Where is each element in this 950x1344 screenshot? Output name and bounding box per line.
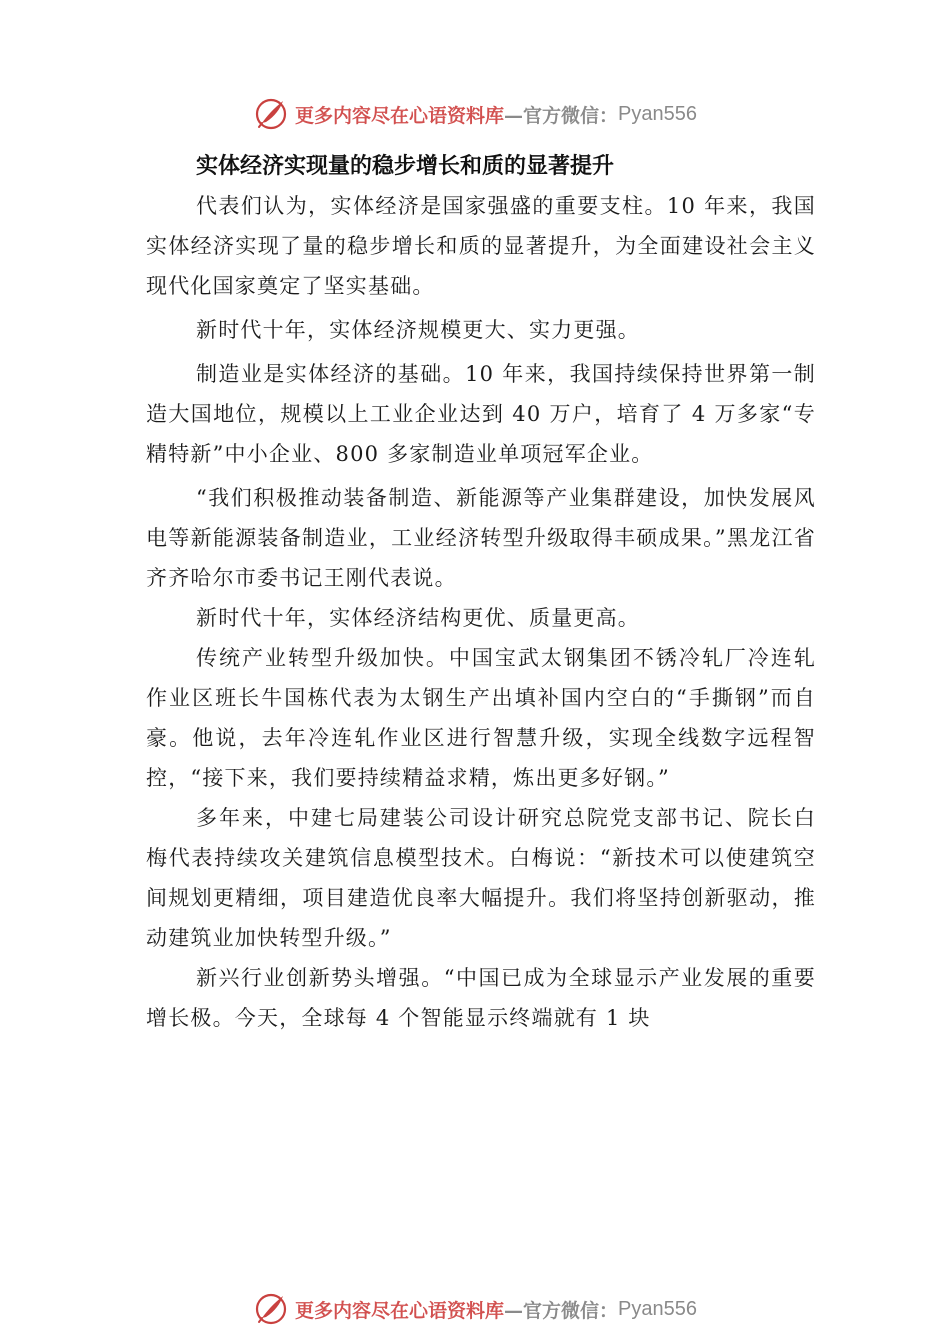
article-paragraph: 传统产业转型升级加快。中国宝武太钢集团不锈冷轧厂冷连轧作业区班长牛国栋代表为太钢生产出填补国内空白的“手撕钢”而自豪。他说，去年冷连轧作业区进行智慧升级，实现全线数字远程智控，“接下来，我们要持续精益求精，炼出更多好钢。” <box>146 646 816 790</box>
watermark-wechat-id: Pyan556 <box>618 1297 697 1320</box>
watermark-grey-text: —官方微信： <box>504 1299 619 1322</box>
article-paragraph: “我们积极推动装备制造、新能源等产业集群建设，加快发展风电等新能源装备制造业，工业经济转型升级取得丰硕成果。”黑龙江省齐齐哈尔市委书记王刚代表说。 <box>146 486 816 590</box>
watermark-red-text: 更多内容尽在心语资料库 <box>295 1299 505 1322</box>
article-paragraph: 新时代十年，实体经济结构更优、质量更高。 <box>196 606 640 630</box>
article-title: 实体经济实现量的稳步增长和质的显著提升 <box>196 154 615 179</box>
watermark-banner-top <box>0 94 950 134</box>
watermark-grey-text: —官方微信： <box>504 104 619 127</box>
article-paragraph: 新时代十年，实体经济规模更大、实力更强。 <box>196 318 640 342</box>
watermark-banner-bottom <box>0 1289 950 1329</box>
article-paragraph: 新兴行业创新势头增强。“中国已成为全球显示产业发展的重要增长极。今天，全球每 4 个智能显示终端就有 1 块 <box>146 966 816 1030</box>
article-paragraph: 多年来，中建七局建装公司设计研究总院党支部书记、院长白梅代表持续攻关建筑信息模型技术。白梅说：“新技术可以使建筑空间规划更精细，项目建造优良率大幅提升。我们将坚持创新驱动，推动建筑业加快转型升级。” <box>146 806 816 950</box>
watermark-red-text: 更多内容尽在心语资料库 <box>295 104 505 127</box>
article-paragraph: 代表们认为，实体经济是国家强盛的重要支柱。10 年来，我国实体经济实现了量的稳步增长和质的显著提升，为全面建设社会主义现代化国家奠定了坚实基础。 <box>146 194 816 298</box>
article-paragraph: 制造业是实体经济的基础。10 年来，我国持续保持世界第一制造大国地位，规模以上工业企业达到 40 万户，培育了 4 万多家“专精特新”中小企业、800 多家制造业单项冠军企业。 <box>146 362 816 466</box>
quill-logo-icon <box>253 1291 289 1327</box>
watermark-wechat-id: Pyan556 <box>618 102 697 125</box>
quill-logo-icon <box>253 96 289 132</box>
article-body <box>146 150 816 1038</box>
